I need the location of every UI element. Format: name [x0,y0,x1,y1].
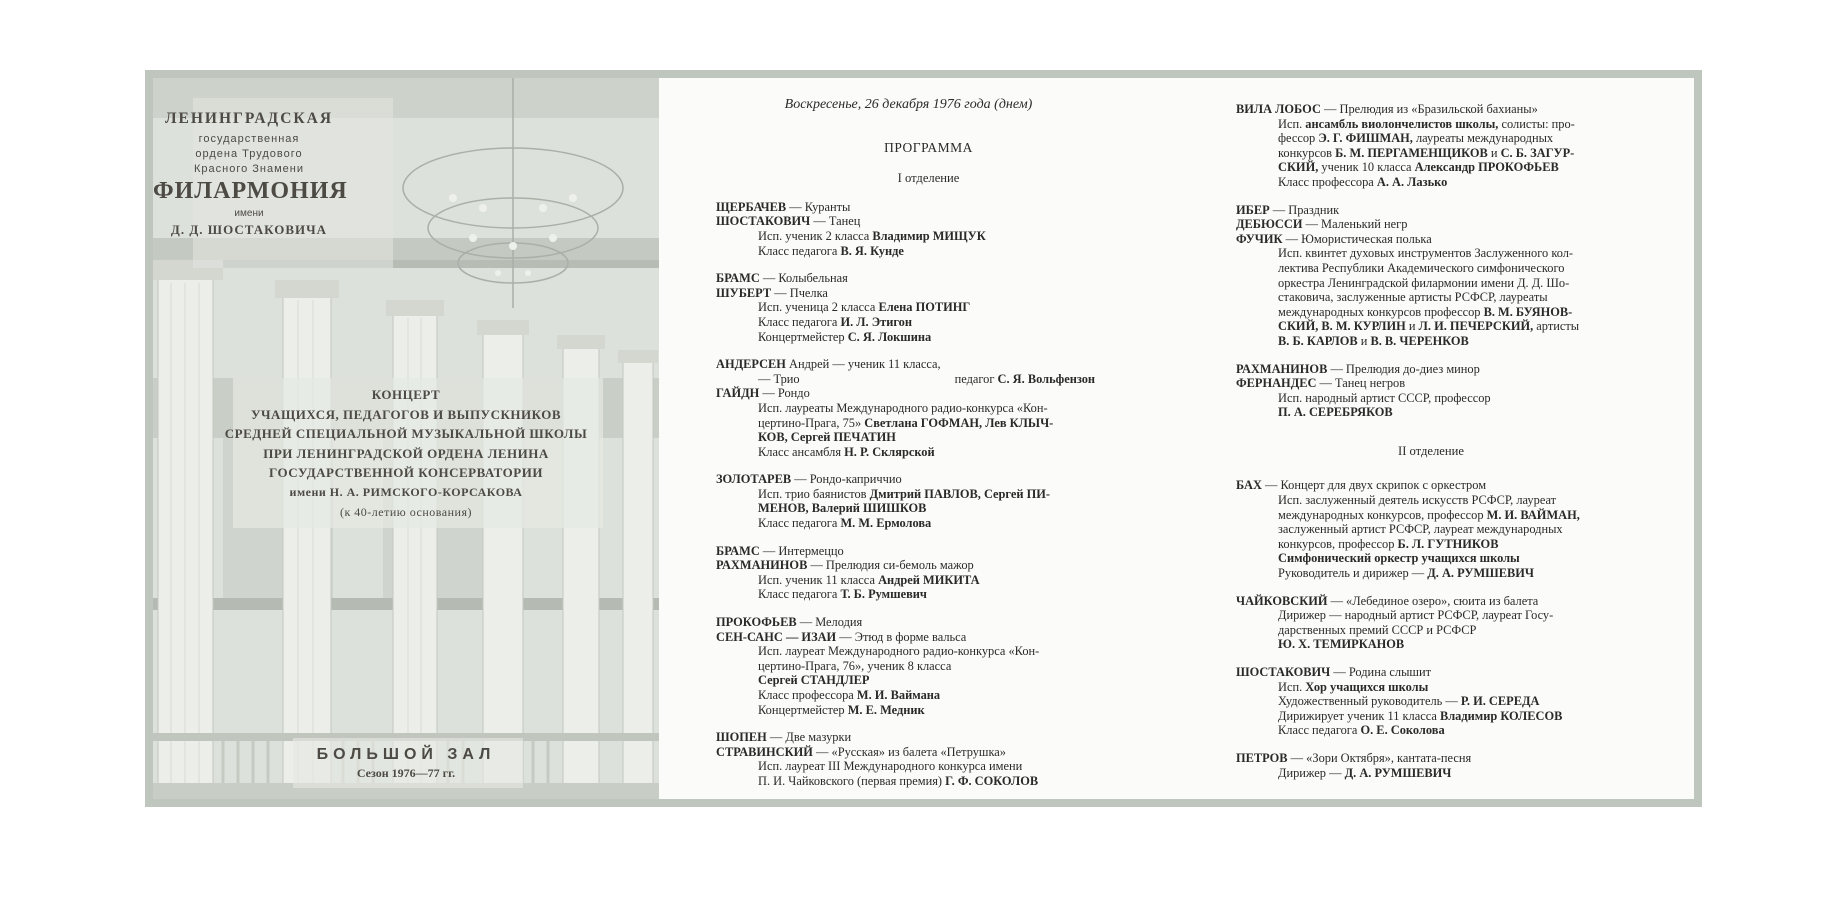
composer: ЧАЙКОВСКИЙ [1236,593,1328,608]
composer: ПРОКОФЬЕВ [716,615,797,630]
performer-text: фессор [1278,131,1319,146]
cover-concert-title [153,385,659,522]
program-item [1236,203,1656,349]
work: — Куранты [786,199,851,214]
program-item [1236,362,1656,420]
program-item [716,472,1141,530]
work: — Родина слышит [1330,665,1432,679]
work: — Праздник [1269,202,1340,217]
performer-text: и [1405,319,1419,334]
composer: ШОСТАКОВИЧ [716,214,811,229]
cover-concert-line: (к 40-летию основания) [339,504,472,519]
performer-name: О. Е. Соколова [1360,723,1445,738]
performer-text: дарственных премий СССР и РСФСР [1278,622,1477,637]
program-sheet [153,78,1694,799]
performer-text: педагог [954,371,998,386]
performer-name: Ю. Х. ТЕМИРКАНОВ [1278,637,1405,652]
performer-name: В. Б. КАРЛОВ [1278,333,1358,348]
composer: ЩЕРБАЧЕВ [716,199,787,214]
performer-name: А. А. Лазько [1376,174,1448,189]
performer-text: лауреаты международных [1412,131,1554,146]
program-column-2 [1236,102,1656,780]
composer: ДЕБЮССИ [1236,217,1303,232]
performer-text: Класс педагога [758,516,841,531]
work: — «Зори Октября», кантата-песня [1287,750,1472,765]
performer-name: М. И. Ваймана [856,688,941,702]
composer: БРАМС [716,271,760,286]
program-item [716,200,1141,258]
program-column-1 [716,98,1141,789]
performer-text: конкурсов, профессор [1278,536,1398,551]
performer-text: оркестра Ленинградской филармонии имени Д. Д. Шо- [1278,275,1570,290]
program-heading: ПРОГРАММА [884,139,973,155]
composer: ШОПЕН [716,730,767,745]
program-item [716,730,1141,788]
performer-text: артисты [1533,319,1580,334]
performer-name: Н. Р. Склярской [844,444,935,459]
performer-name: Г. Ф. СОКОЛОВ [945,773,1039,788]
program-item [716,271,1141,344]
performer-name: С. Б. ЗАГУР- [1500,145,1575,160]
performer-name: Т. Б. Румшевич [840,587,927,602]
performer-text: Дирижер — [1278,765,1345,780]
performer-text: Дирижер — народный артист РСФСР, лауреат Госу- [1278,608,1554,623]
work: — Мелодия [796,615,863,630]
composer: ИБЕР [1236,202,1270,217]
work: — Интермеццо [759,543,844,558]
composer: ПЕТРОВ [1236,750,1288,765]
work: — «Русская» из балета «Петрушка» [812,744,1006,759]
performer-text: Исп. [1278,679,1306,694]
composer: РАХМАНИНОВ [716,558,808,573]
performer-name: Л. И. ПЕЧЕРСКИЙ, [1418,319,1534,334]
performer-name: В. М. БУЯНОВ- [1483,304,1573,319]
performer-name: С. Я. Локшина [847,329,932,344]
performer-text: стаковича, заслуженные артисты РСФСР, лауреаты [1278,290,1548,305]
composer: ФЕРНАНДЕС [1236,376,1317,391]
program-item [1236,594,1656,652]
program-item [1236,102,1656,190]
cover-hall: БОЛЬШОЙ ЗАЛ [316,746,496,763]
work: — «Лебединое озеро», сюита из балета [1327,593,1539,608]
performer-text: Класс педагога [758,243,841,258]
cover-concert-line: имени Н. А. РИМСКОГО-КОРСАКОВА [289,484,523,499]
performer-text: и [1357,333,1371,348]
work: — Концерт для двух скрипок с оркестром [1261,478,1487,493]
performer-name: М. М. Ермолова [840,516,932,531]
performer-name: М. И. ВАЙМАН, [1486,507,1580,522]
performer-text: Класс ансамбля [758,444,845,459]
cover-concert-line: УЧАЩИХСЯ, ПЕДАГОГОВ И ВЫПУСКНИКОВ [250,406,562,422]
performer-text: Класс педагога [758,314,841,329]
cover-concert-line: КОНЦЕРТ [371,387,441,402]
performer-text: Руководитель и дирижер — [1278,566,1428,581]
cover-org-line2: государственная [198,133,300,145]
work: — Рондо [759,386,810,401]
performer-name: С. Я. Вольфензон [997,371,1096,386]
program-item [1236,478,1656,580]
cover-org-imeni: имени [234,208,264,219]
composer: ЗОЛОТАРЕВ [716,472,792,487]
performer-name: КОВ, Сергей ПЕЧАТИН [758,430,896,445]
work: — Колыбельная [759,271,848,286]
composer: БАХ [1236,478,1262,493]
cover-season: Сезон 1976—77 гг. [356,766,456,780]
program-item [716,544,1141,602]
performer-name: Д. А. РУМШЕВИЧ [1344,765,1452,780]
performer-name: Дмитрий ПАВЛОВ, Сергей ПИ- [869,486,1051,501]
performer-name: М. Е. Медник [847,702,925,717]
performer-name: Александр ПРОКОФЬЕВ [1414,160,1559,175]
performer-text: цертино-Прага, 76», ученик 8 класса [758,658,952,673]
cover-org-patron: Д. Д. ШОСТАКОВИЧА [170,222,328,237]
composer: ФУЧИК [1236,231,1283,246]
performer-text: Исп. трио баянистов [758,486,870,501]
composer: АНДЕРСЕН [716,357,786,372]
work: — Трио [758,371,800,386]
performer-text: Класс педагога [1278,723,1361,738]
performer-text: Класс педагога [758,587,841,602]
performer-name: Э. Г. ФИШМАН, [1318,131,1413,146]
work: — Прелюдия до-диез минор [1327,361,1480,376]
part-two-heading: II отделение [1398,443,1464,458]
performer-text: Исп. заслуженный деятель искусств РСФСР, лауреат [1278,493,1557,508]
performer-text: ученик 10 класса [1318,160,1415,175]
performer-text: солисты: про- [1498,116,1575,131]
work: — Пчелка [771,285,828,300]
program-frame [145,70,1702,807]
performer-name: Андрей МИКИТА [878,572,980,587]
concert-date: Воскресенье, 26 декабря 1976 года (днем) [784,97,1033,112]
performer-text: Исп. лауреаты Международного радио-конкурса «Кон- [758,400,1048,415]
performer-text: и [1487,145,1501,160]
performer-name: Симфонический оркестр учащихся школы [1278,551,1520,566]
performer-name: Светлана ГОФМАН, Лев КЛЫЧ- [864,415,1054,430]
performer-name: Владимир КОЛЕСОВ [1439,708,1563,723]
performer-text: Исп. [1278,116,1306,131]
composer: ГАЙДН [716,386,760,401]
work: — Прелюдия си-бемоль мажор [807,558,974,573]
work: — Юмористическая полька [1282,231,1432,246]
composer: РАХМАНИНОВ [1236,361,1328,376]
part-one-heading: I отделение [897,171,960,186]
cover-concert-line: ГОСУДАРСТВЕННОЙ КОНСЕРВАТОРИИ [269,465,543,481]
performer-text: цертино-Прага, 75» [758,415,865,430]
performer-text: Класс профессора [1278,174,1377,189]
performer-name: СКИЙ, В. М. КУРЛИН [1278,319,1406,334]
performer-text: Исп. ученик 11 класса [758,572,879,587]
performer-name: Елена ПОТИНГ [878,300,971,315]
performer-text: международных конкурсов, профессор [1278,507,1487,522]
performer-text: Художественный руководитель — [1278,694,1461,709]
performer-text: Исп. лауреат Международного радио-конкурса «Кон- [758,644,1040,659]
composer: ШУБЕРТ [716,285,772,300]
performer-name: И. Л. Этигон [840,314,913,329]
work: Андрей — ученик 11 класса, [785,357,941,372]
program-item [716,357,1141,459]
performer-text: Исп. лауреат III Международного конкурса имени [758,759,1023,774]
performer-text: Класс профессора [758,688,857,702]
composer: ШОСТАКОВИЧ [1236,665,1331,679]
performer-name: Владимир МИЩУК [872,228,986,243]
composer: СТРАВИНСКИЙ [716,744,813,759]
performer-text: Исп. ученица 2 класса [758,300,879,315]
performer-text: Исп. народный артист СССР, профессор [1278,390,1491,405]
composer: СЕН-САНС — ИЗАИ [716,629,837,644]
performer-text: П. И. Чайковского (первая премия) [758,773,946,788]
performer-text: лектива Республики Академического симфонического [1278,260,1565,275]
composer: БРАМС [716,543,760,558]
performer-text: Исп. ученик 2 класса [758,228,873,243]
performer-text: Концертмейстер [758,702,848,717]
performer-name: Сергей СТАНДЛЕР [758,673,870,688]
performer-name: Р. И. СЕРЕДА [1460,694,1540,709]
performer-name: В. Я. Кунде [840,243,904,258]
work: — Рондо-каприччио [791,472,902,487]
program-item [1236,751,1656,780]
cover-org-line3: ордена Трудового [195,148,303,160]
performer-text: Концертмейстер [758,329,848,344]
cover-org-line4: Красного Знамени [193,163,304,175]
program-item [716,615,1141,717]
cover-panel [153,78,659,799]
performer-text: заслуженный артист РСФСР, лауреат международных [1278,522,1563,537]
performer-name: Б. Л. ГУТНИКОВ [1397,536,1499,551]
work: — Танец негров [1316,376,1406,391]
performer-text: международных конкурсов профессор [1278,304,1484,319]
work: — Маленький негр [1302,217,1408,232]
composer: ВИЛА ЛОБОС [1236,102,1321,116]
performer-name: Б. М. ПЕРГАМЕНЩИКОВ [1335,145,1488,160]
work: — Танец [810,214,861,229]
performer-text: Исп. квинтет духовых инструментов Заслуженного кол- [1278,246,1574,261]
performer-name: СКИЙ, [1278,160,1319,175]
performer-name: В. В. ЧЕРЕНКОВ [1370,333,1469,348]
performer-name: П. А. СЕРЕБРЯКОВ [1278,405,1393,420]
cover-concert-line: СРЕДНЕЙ СПЕЦИАЛЬНОЙ МУЗЫКАЛЬНОЙ ШКОЛЫ [224,426,588,442]
performer-name: ансамбль виолончелистов школы, [1305,116,1499,131]
performer-text: Дирижирует ученик 11 класса [1278,708,1440,723]
performer-name: МЕНОВ, Валерий ШИШКОВ [758,501,927,516]
cover-org-name: ФИЛАРМОНИЯ [153,178,348,204]
cover-concert-line: ПРИ ЛЕНИНГРАДСКОЙ ОРДЕНА ЛЕНИНА [263,445,549,461]
work: — Этюд в форме вальса [836,629,967,644]
work: — Прелюдия из «Бразильской бахианы» [1320,102,1538,116]
performer-name: Д. А. РУМШЕВИЧ [1427,566,1535,581]
performer-name: Хор учащихся школы [1305,679,1429,694]
work: — Две мазурки [766,730,852,745]
performer-text: конкурсов [1278,145,1336,160]
program-item [1236,665,1656,738]
cover-org-line1: ЛЕНИНГРАДСКАЯ [164,110,334,127]
